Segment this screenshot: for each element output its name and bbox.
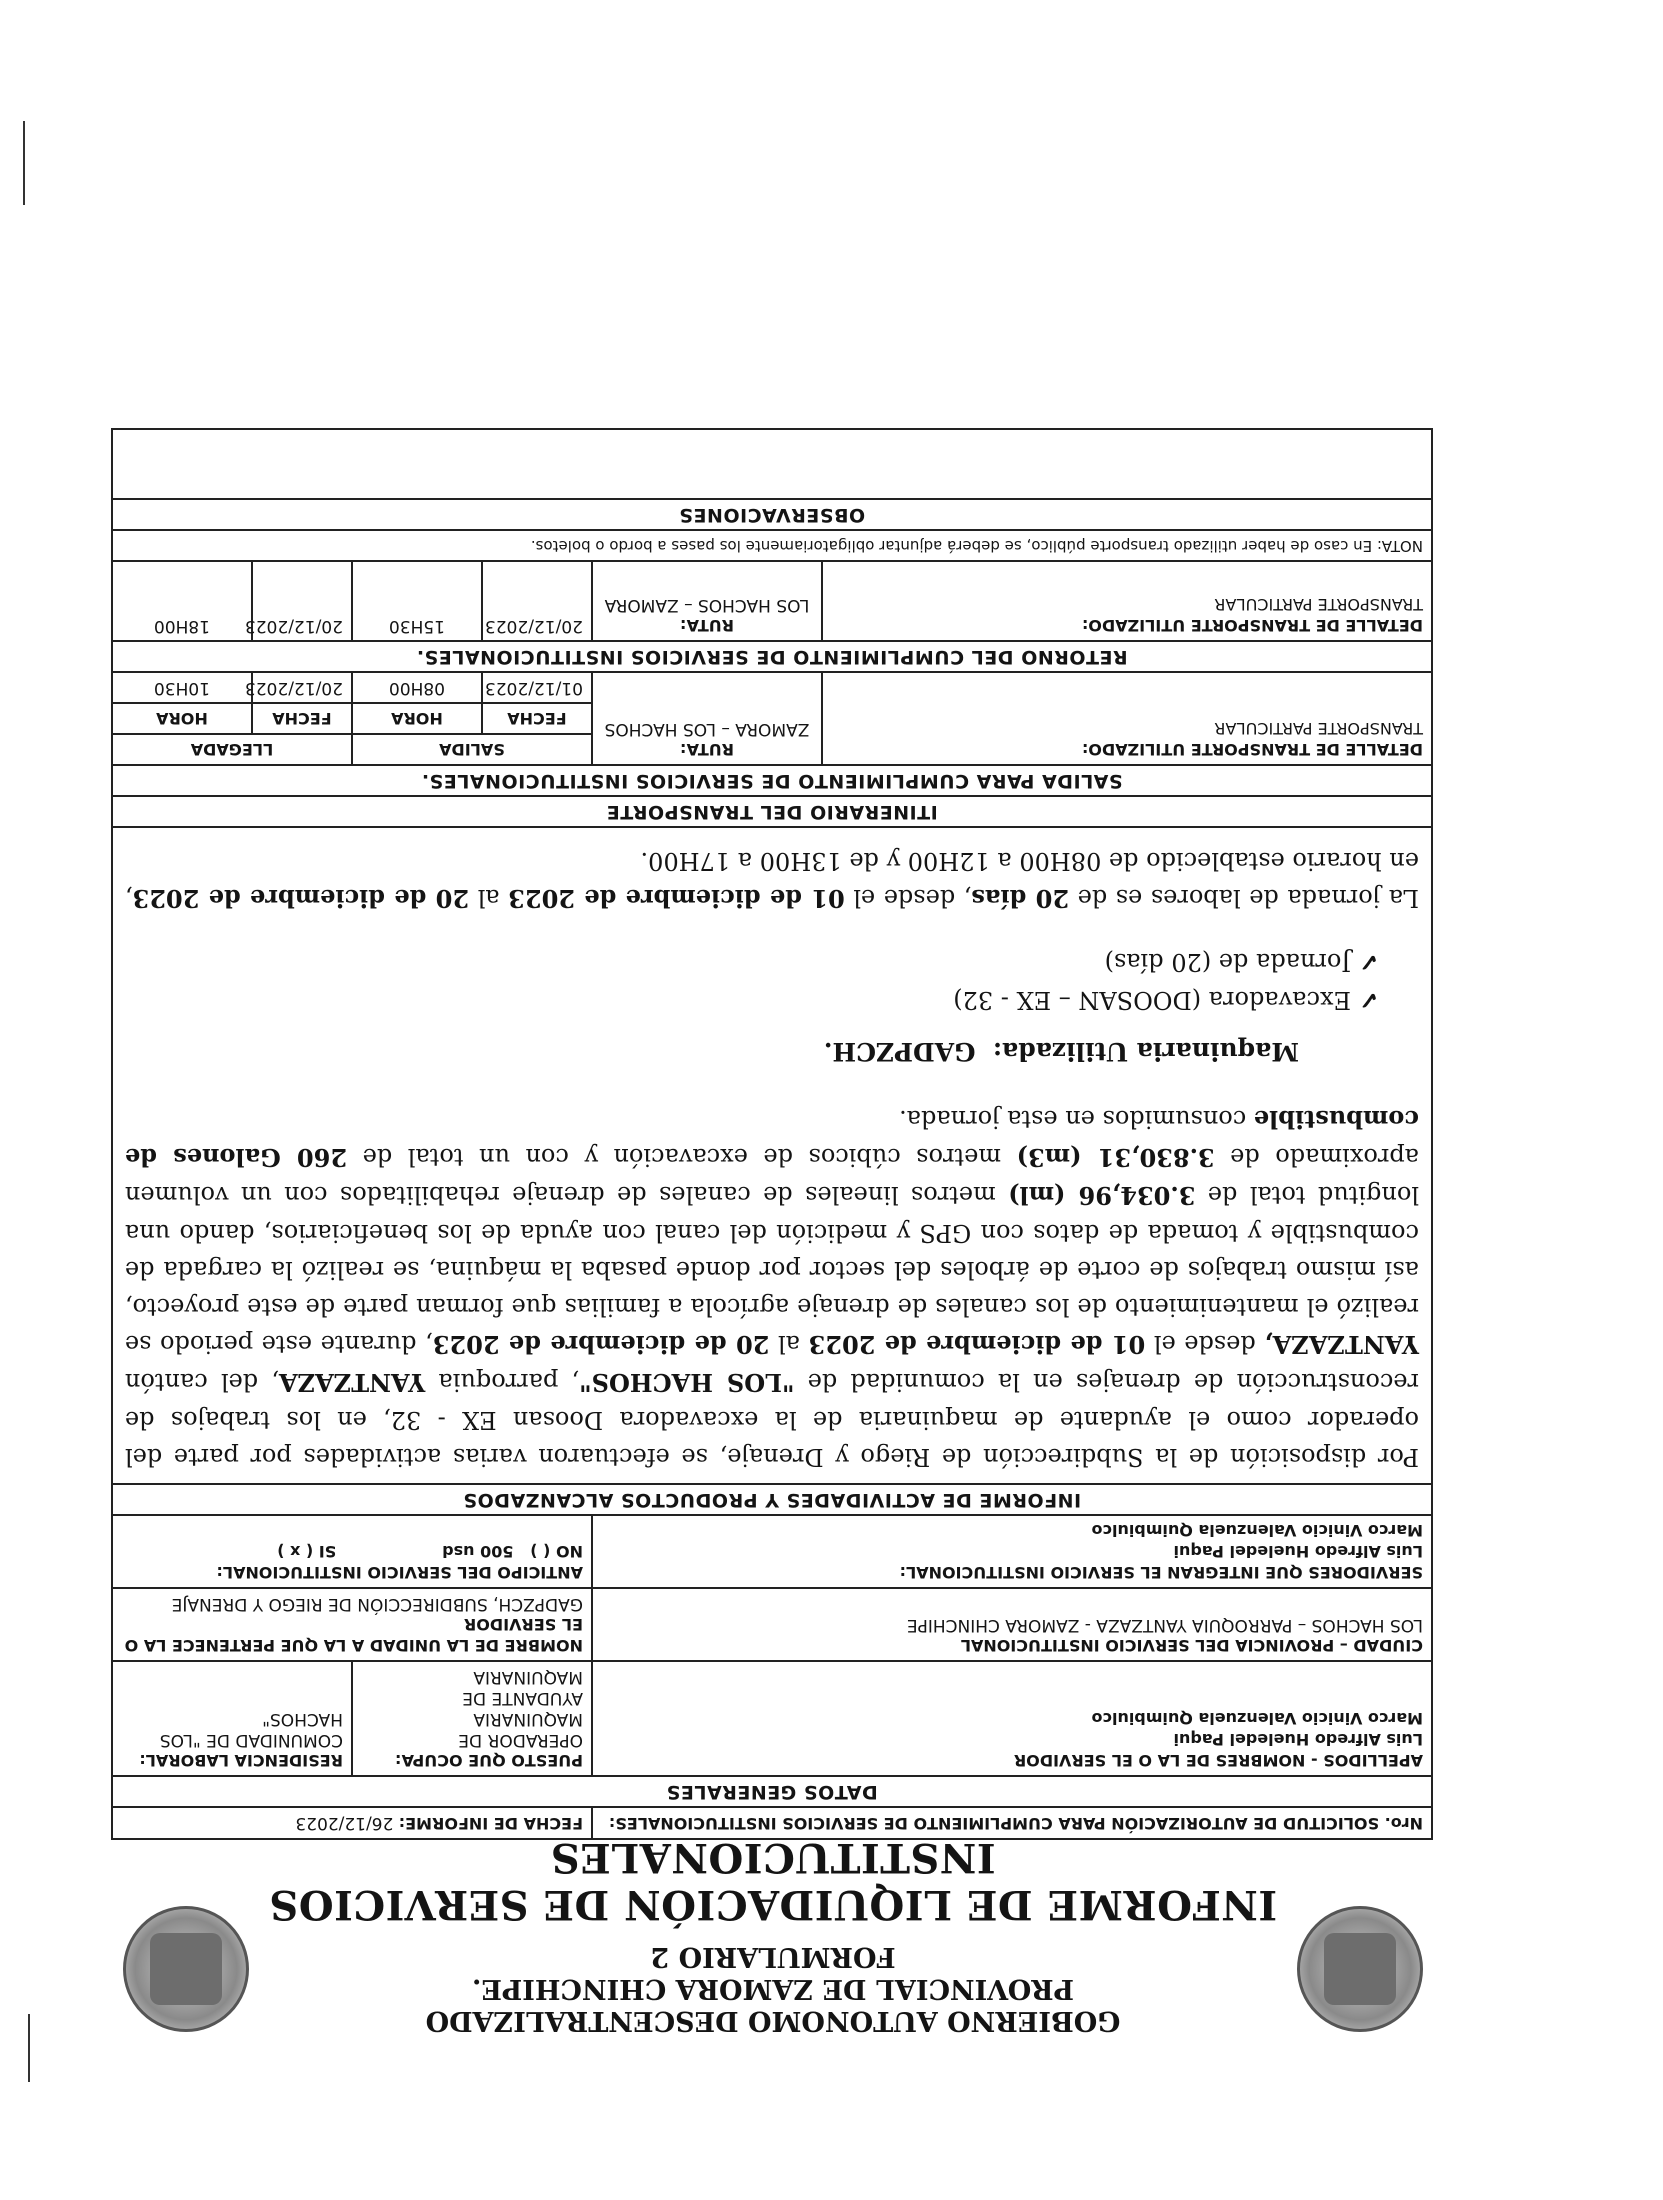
anticipo-options — [121, 1541, 583, 1562]
salida-transporte: TRANSPORTE PARTICULAR — [1214, 719, 1423, 738]
informe-paragraph-1: Por disposición de la Subdirección de Riego y Drenaje, se efectuaron varias actividades por parte del operador como el ayudante de maquinaria de la excavadora Doosan EX - 32, en los trabajos de reconstrucción de drenajes en la comunidad de "LOS HACHOS", parroquia YANTZAZA, del cantón YANTZAZA, desde el 01 de diciembre de 2023 al 20 de diciembre de 2023, durante este periodo se realizó el mantenimiento de los canales de drenaje agrícola a familias que forman parte de este proyecto, así mismo trabajos de corte de árboles del sector por donde pasaba la máquina, se realizó la cargada de combustible y tomada de datos con GPS y medición del canal con ayuda de los beneficiarios, dando una longitud total de 3.034,96 (ml) metros lineales de canales de drenaje rehabilitados con un volumen aproximado de 3.830,31 (m3) metros cúbicos de excavación y con un total de 260 Galones de combustible consumidos en esta jornada. — [124, 1105, 1419, 1471]
puesto-2: AYUDANTE DE MAQUINARIA — [462, 1667, 583, 1708]
fecha-header: FECHA — [482, 703, 592, 734]
fecha-informe-label: FECHA DE INFORME: — [398, 1814, 583, 1833]
servidor-1-name: Luis Alfredo Hueledel Paqui — [1173, 1730, 1423, 1749]
retorno-detalle-label: DETALLE DE TRANSPORTE UTILIZADO: — [1081, 616, 1423, 635]
servidor-2-name: Marco Vinicio Valenzuela Quimbiulco — [1091, 1709, 1423, 1728]
puesto-cell — [352, 1661, 592, 1776]
residencia-cell — [112, 1661, 352, 1776]
salida-hora-llegada: 10H30 — [112, 672, 252, 703]
maquinaria-title: Maquinaria Utilizada: GADPZCH. — [823, 1037, 1299, 1066]
checkmark-icon: ✓ — [1358, 948, 1379, 977]
unidad-label: NOMBRE DE LA UNIDAD A LA QUE PERTENECE LA O EL SERVIDOR — [124, 1615, 583, 1655]
unidad-cell — [112, 1588, 592, 1661]
retorno-hora-salida: 15H30 — [352, 561, 482, 641]
retorno-hora-llegada: 18H00 — [112, 561, 252, 641]
residencia-value: COMUNIDAD DE "LOS HACHOS" — [159, 1709, 343, 1750]
anticipo-cell — [112, 1515, 592, 1588]
apellidos-label: APELLIDOS - NOMBRES DE LA O EL SERVIDOR — [1013, 1751, 1423, 1770]
informe-body — [112, 827, 1432, 1484]
main-form-table — [111, 428, 1433, 1840]
datos-generales-title: DATOS GENERALES — [112, 1776, 1432, 1807]
ciudad-value: LOS HACHOS – PARROQUIA YANTZAZA - ZAMORA CHINCHIPE — [906, 1615, 1423, 1635]
anticipo-label: ANTICIPO DEL SERVICIO INSTITUCIONAL: — [216, 1563, 583, 1582]
retorno-transporte: TRANSPORTE PARTICULAR — [1214, 595, 1423, 614]
transport-note: NOTA: En caso de haber utilizado transporte público, se deberá adjuntar obligatoriamente los pases a bordo o boletos. — [112, 530, 1432, 561]
institution-logo-right — [123, 1906, 249, 2032]
retorno-fecha-llegada: 20/12/2023 — [252, 561, 352, 641]
servidores-2: Marco Vinicio Valenzuela Quimbiulco — [1091, 1521, 1423, 1540]
hora-header: HORA — [112, 703, 252, 734]
institution-logo-left — [1297, 1906, 1423, 2032]
salida-fecha-salida: 01/12/2023 — [482, 672, 592, 703]
servidores-label: SERVIDORES QUE INTEGRAN EL SERVICIO INSTITUCIONAL: — [899, 1563, 1423, 1582]
itinerario-title: ITINERARIO DEL TRANSPORTE — [112, 796, 1432, 827]
maquinaria-item-1: ✓Excavadora (DOOSAN – EX - 32) — [125, 981, 1379, 1019]
maquinaria-item-2: ✓Jornada de (20 días) — [125, 943, 1379, 981]
salida-fecha-llegada: 20/12/2023 — [252, 672, 352, 703]
salida-col-header: SALIDA — [352, 734, 592, 765]
puesto-label: PUESTO QUE OCUPA: — [394, 1751, 583, 1770]
document-header — [113, 1834, 1433, 2040]
llegada-col-header: LLEGADA — [112, 734, 352, 765]
salida-detalle-label: DETALLE DE TRANSPORTE UTILIZADO: — [1081, 740, 1423, 759]
salida-ruta-label: RUTA: — [679, 740, 735, 759]
retorno-detalle-cell — [822, 561, 1432, 641]
retorno-fecha-salida: 20/12/2023 — [482, 561, 592, 641]
anticipo-si: SI ( x ) — [277, 1542, 337, 1561]
residencia-label: RESIDENCIA LABORAL: — [139, 1751, 343, 1770]
ciudad-cell — [592, 1588, 1432, 1661]
checkmark-icon: ✓ — [1358, 986, 1379, 1015]
servidores-1: Luis Alfredo Hueledel Paqui — [1173, 1542, 1423, 1561]
retorno-ruta-value: LOS HACHOS – ZAMORA — [604, 595, 810, 615]
salida-ruta-value: ZAMORA – LOS HACHOS — [604, 719, 810, 739]
salida-hora-salida: 08H00 — [352, 672, 482, 703]
puesto-1: OPERADOR DE MAQUINARIA — [458, 1709, 583, 1750]
fecha-header: FECHA — [252, 703, 352, 734]
document — [113, 428, 1433, 2040]
salida-title: SALIDA PARA CUMPLIMIENTO DE SERVICIOS INSTITUCIONALES. — [112, 765, 1432, 796]
informe-title: INFORME DE ACTIVIDADES Y PRODUCTOS ALCANZADOS — [112, 1484, 1432, 1515]
retorno-ruta-label: RUTA: — [679, 616, 735, 635]
servidores-cell — [592, 1515, 1432, 1588]
anticipo-no: NO ( ) — [530, 1542, 583, 1561]
salida-detalle-cell — [822, 672, 1432, 765]
ciudad-label: CIUDAD – PROVINCIA DEL SERVICIO INSTITUCIONAL — [960, 1636, 1423, 1655]
retorno-ruta-cell — [592, 561, 822, 641]
institution-name — [113, 1940, 1433, 2040]
fecha-informe-value: 26/12/2023 — [295, 1813, 394, 1833]
document-title: INFORME DE LIQUIDACIÓN DE SERVICIOS INSTITUCIONALES — [268, 1834, 1278, 1928]
retorno-title: RETORNO DEL CUMPLIMIENTO DE SERVICIOS INSTITUCIONALES. — [112, 641, 1432, 672]
unidad-value: GADPZCH, SUBDIRECCIÓN DE RIEGO Y DRENAJE — [171, 1594, 583, 1614]
anticipo-monto: 500 usd — [442, 1542, 514, 1561]
header-line-1: GOBIERNO AUTONOMO DESCENTRALIZADO — [425, 2005, 1121, 2036]
hora-header: HORA — [352, 703, 482, 734]
solicitud-label: Nro. SOLICITUD DE AUTORIZACIÓN PARA CUMPLIMIENTO DE SERVICIOS INSTITUCIONALES: — [608, 1814, 1423, 1833]
observaciones-body — [112, 429, 1432, 499]
observaciones-title: OBSERVACIONES — [112, 499, 1432, 530]
header-line-3: FORMULARIO 2 — [650, 1941, 896, 1972]
apellidos-cell — [592, 1661, 1432, 1776]
punch-mark — [23, 121, 25, 205]
informe-paragraph-2: La jornada de labores es de 20 días, desde el 01 de diciembre de 2023 al 20 de diciembre de 2023, en horario establecido de 08H00 a 12H00 y de 13H00 a 17H00. — [124, 847, 1419, 913]
punch-mark — [28, 2014, 30, 2082]
salida-ruta-cell — [592, 672, 822, 765]
header-line-2: PROVINCIAL DE ZAMORA CHINCHIPE. — [472, 1973, 1074, 2004]
